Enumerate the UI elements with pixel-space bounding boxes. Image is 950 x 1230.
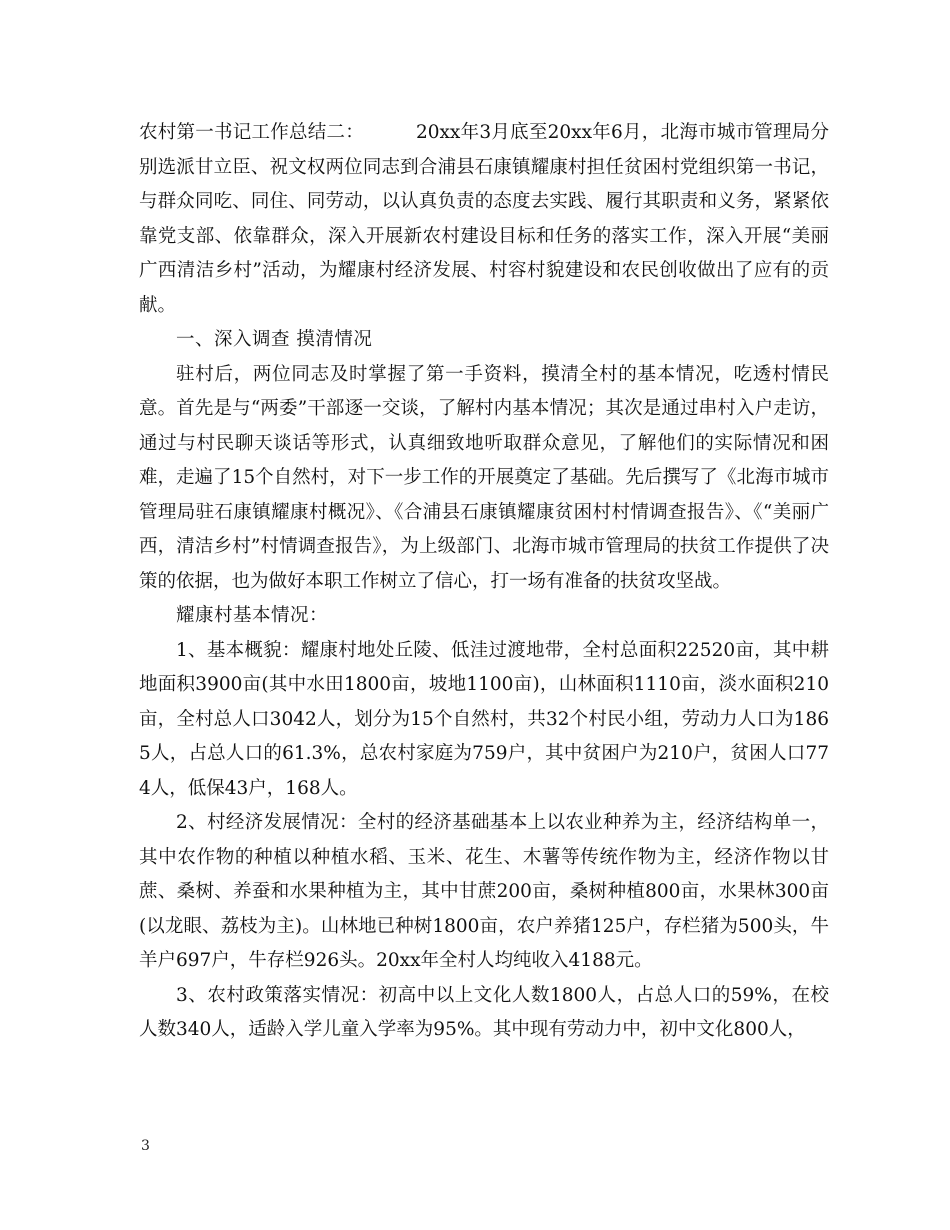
paragraph-basic-overview: 1、基本概貌：耀康村地处丘陵、低洼过渡地带，全村总面积22520亩，其中耕地面积3900亩(其中水田1800亩，坡地1100亩)，山林面积1110亩，淡水面积210亩，全村总人口3042人，划分为15个自然村，共32个村民小组，劳动力人口为1865人，占总人口的61.3%，总农村家庭为759户，其中贫困户为210户，贫困人口774人，低保43户，168人。 bbox=[139, 639, 829, 799]
intro-text: 20xx年3月底至20xx年6月，北海市城市管理局分别选派甘立臣、祝文权两位同志到合浦县石康镇耀康村担任贫困村党组织第一书记，与群众同吃、同住、同劳动，以认真负责的态度去实践、履行其职责和义务，紧紧依靠党支部、依靠群众，深入开展新农村建设目标和任务的落实工作，深入开展“美丽广西清洁乡村”活动，为耀康村经济发展、村容村貌建设和农民创收做出了应有的贡献。 bbox=[139, 122, 829, 316]
paragraph-policy-implementation: 3、农村政策落实情况：初高中以上文化人数1800人，占总人口的59%，在校人数340人，适龄入学儿童入学率为95%。其中现有劳动力中，初中文化800人， bbox=[139, 984, 829, 1040]
section-heading-investigation: 一、深入调查 摸清情况 bbox=[176, 329, 373, 350]
page-number: 3 bbox=[141, 1138, 150, 1154]
paragraph-investigation: 驻村后，两位同志及时掌握了第一手资料，摸清全村的基本情况，吃透村情民意。首先是与“两委”干部逐一交谈，了解村内基本情况；其次是通过串村入户走访，通过与村民聊天谈话等形式，认真细致地听取群众意见，了解他们的实际情况和困难，走遍了15个自然村，对下一步工作的开展奠定了基础。先后撰写了《北海市城市管理局驻石康镇耀康村概况》、《合浦县石康镇耀康贫困村村情调查报告》、《“美丽广西，清洁乡村”村情调查报告》，为上级部门、北海市城市管理局的扶贫工作提供了决策的依据，也为做好本职工作树立了信心，打一场有准备的扶贫攻坚战。 bbox=[139, 363, 829, 592]
document-body bbox=[139, 116, 829, 1048]
document-title: 农村第一书记工作总结二： bbox=[139, 122, 364, 143]
intro-paragraph bbox=[139, 116, 829, 323]
section-heading-basic-info: 耀康村基本情况： bbox=[176, 605, 329, 626]
paragraph-economic-development: 2、村经济发展情况：全村的经济基础基本上以农业种养为主，经济结构单一，其中农作物的种植以种植水稻、玉米、花生、木薯等传统作物为主，经济作物以甘蔗、桑树、养蚕和水果种植为主，其中甘蔗200亩，桑树种植800亩，水果林300亩(以龙眼、荔枝为主)。山林地已种树1800亩，农户养猪125户，存栏猪为500头，牛羊户697户，牛存栏926头。20xx年全村人均纯收入4188元。 bbox=[139, 812, 829, 971]
